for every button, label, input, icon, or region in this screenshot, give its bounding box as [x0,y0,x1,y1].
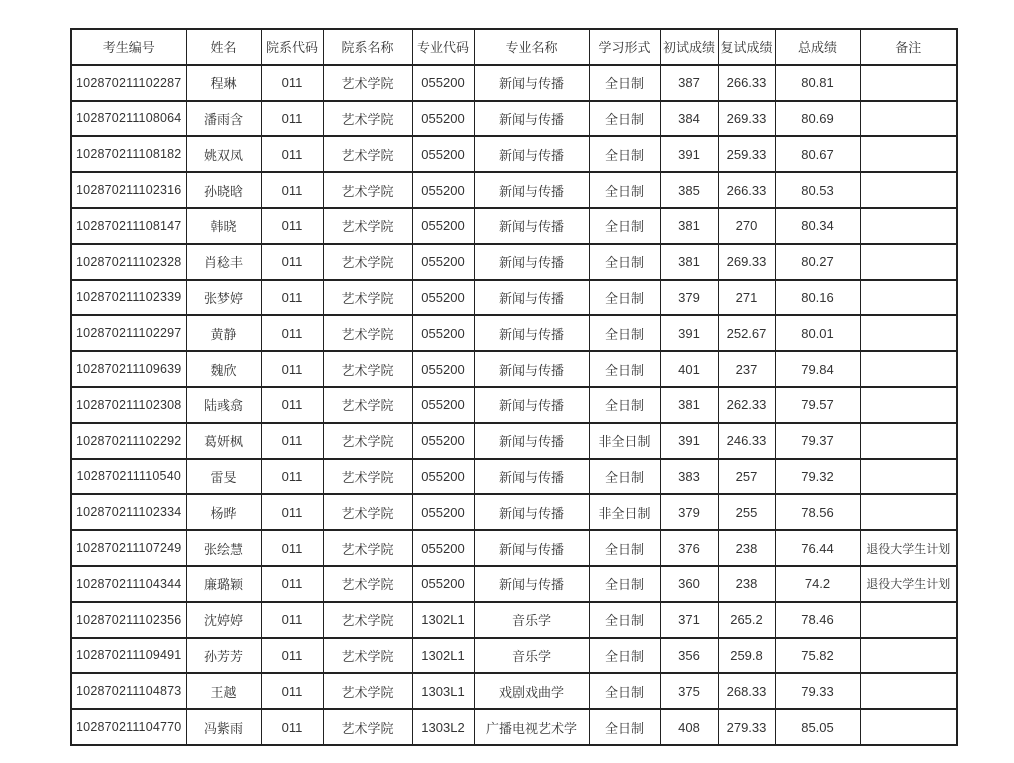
cell-exam-number: 102870211102328 [71,244,186,280]
cell-dept-code: 011 [261,136,323,172]
cell-study-mode: 全日制 [589,673,660,709]
table-row [71,208,957,244]
cell-dept-code: 011 [261,315,323,351]
cell-major-code: 055200 [412,459,474,495]
table-row [71,315,957,351]
cell-retest-score: 270 [718,208,775,244]
cell-retest-score: 252.67 [718,315,775,351]
cell-initial-score: 387 [660,65,718,101]
cell-major-code: 055200 [412,101,474,137]
header-study-mode: 学习形式 [589,29,660,65]
table-row [71,244,957,280]
cell-dept-name: 艺术学院 [323,101,412,137]
cell-dept-name: 艺术学院 [323,566,412,602]
cell-initial-score: 408 [660,709,718,745]
cell-dept-code: 011 [261,280,323,316]
table-row [71,602,957,638]
cell-dept-code: 011 [261,387,323,423]
cell-dept-code: 011 [261,423,323,459]
cell-dept-code: 011 [261,638,323,674]
cell-initial-score: 383 [660,459,718,495]
header-major-code: 专业代码 [412,29,474,65]
cell-remark [860,709,957,745]
cell-major-name: 新闻与传播 [474,136,589,172]
header-initial-score: 初试成绩 [660,29,718,65]
cell-initial-score: 376 [660,530,718,566]
table-row [71,530,957,566]
cell-name: 雷旻 [186,459,261,495]
cell-dept-name: 艺术学院 [323,351,412,387]
cell-retest-score: 269.33 [718,101,775,137]
cell-study-mode: 非全日制 [589,423,660,459]
header-dept-name: 院系名称 [323,29,412,65]
cell-dept-code: 011 [261,709,323,745]
table-row [71,136,957,172]
cell-total-score: 79.57 [775,387,860,423]
cell-remark: 退役大学生计划 [860,530,957,566]
cell-total-score: 80.81 [775,65,860,101]
table-row [71,459,957,495]
cell-exam-number: 102870211102316 [71,172,186,208]
header-retest-score: 复试成绩 [718,29,775,65]
cell-study-mode: 全日制 [589,244,660,280]
header-row [71,29,957,65]
cell-initial-score: 391 [660,315,718,351]
table-header [71,29,957,65]
cell-major-code: 1303L1 [412,673,474,709]
cell-total-score: 85.05 [775,709,860,745]
cell-name: 张绘慧 [186,530,261,566]
cell-study-mode: 全日制 [589,459,660,495]
cell-remark [860,423,957,459]
table-row [71,387,957,423]
cell-dept-name: 艺术学院 [323,65,412,101]
cell-study-mode: 全日制 [589,638,660,674]
cell-major-name: 新闻与传播 [474,494,589,530]
cell-initial-score: 356 [660,638,718,674]
table-body [71,65,957,745]
cell-name: 杨晔 [186,494,261,530]
cell-study-mode: 全日制 [589,280,660,316]
cell-study-mode: 全日制 [589,566,660,602]
cell-initial-score: 391 [660,423,718,459]
cell-remark [860,65,957,101]
cell-dept-code: 011 [261,566,323,602]
cell-exam-number: 102870211102287 [71,65,186,101]
cell-remark [860,101,957,137]
cell-initial-score: 381 [660,387,718,423]
cell-remark: 退役大学生计划 [860,566,957,602]
cell-major-code: 1303L2 [412,709,474,745]
header-remark: 备注 [860,29,957,65]
cell-dept-name: 艺术学院 [323,709,412,745]
cell-exam-number: 102870211102356 [71,602,186,638]
cell-remark [860,459,957,495]
cell-major-name: 音乐学 [474,602,589,638]
cell-dept-code: 011 [261,602,323,638]
cell-dept-code: 011 [261,101,323,137]
table-row [71,673,957,709]
cell-exam-number: 102870211102339 [71,280,186,316]
cell-name: 廉璐颖 [186,566,261,602]
cell-major-code: 055200 [412,172,474,208]
cell-dept-name: 艺术学院 [323,208,412,244]
cell-dept-name: 艺术学院 [323,387,412,423]
header-dept-code: 院系代码 [261,29,323,65]
cell-name: 孙芳芳 [186,638,261,674]
cell-major-name: 新闻与传播 [474,172,589,208]
cell-major-name: 新闻与传播 [474,280,589,316]
cell-dept-code: 011 [261,494,323,530]
cell-retest-score: 259.8 [718,638,775,674]
cell-dept-name: 艺术学院 [323,172,412,208]
cell-major-name: 新闻与传播 [474,566,589,602]
cell-dept-name: 艺术学院 [323,494,412,530]
cell-exam-number: 102870211102308 [71,387,186,423]
cell-dept-code: 011 [261,208,323,244]
cell-dept-code: 011 [261,530,323,566]
cell-exam-number: 102870211104344 [71,566,186,602]
header-exam-number: 考生编号 [71,29,186,65]
cell-dept-name: 艺术学院 [323,459,412,495]
table-row [71,494,957,530]
table-row [71,638,957,674]
cell-retest-score: 238 [718,530,775,566]
cell-major-name: 音乐学 [474,638,589,674]
cell-dept-name: 艺术学院 [323,315,412,351]
cell-remark [860,280,957,316]
cell-major-name: 新闻与传播 [474,244,589,280]
cell-total-score: 75.82 [775,638,860,674]
cell-dept-code: 011 [261,459,323,495]
cell-exam-number: 102870211109491 [71,638,186,674]
cell-total-score: 78.56 [775,494,860,530]
cell-dept-name: 艺术学院 [323,244,412,280]
cell-retest-score: 266.33 [718,172,775,208]
cell-retest-score: 259.33 [718,136,775,172]
cell-study-mode: 全日制 [589,65,660,101]
cell-initial-score: 391 [660,136,718,172]
cell-initial-score: 379 [660,280,718,316]
cell-retest-score: 279.33 [718,709,775,745]
cell-study-mode: 全日制 [589,602,660,638]
cell-retest-score: 271 [718,280,775,316]
table-row [71,351,957,387]
table-row [71,280,957,316]
cell-major-code: 055200 [412,530,474,566]
cell-study-mode: 非全日制 [589,494,660,530]
cell-exam-number: 102870211107249 [71,530,186,566]
cell-retest-score: 266.33 [718,65,775,101]
cell-major-code: 055200 [412,280,474,316]
cell-exam-number: 102870211102292 [71,423,186,459]
cell-remark [860,136,957,172]
cell-major-code: 055200 [412,244,474,280]
table-row [71,709,957,745]
cell-major-name: 新闻与传播 [474,387,589,423]
cell-remark [860,172,957,208]
cell-dept-name: 艺术学院 [323,602,412,638]
cell-initial-score: 371 [660,602,718,638]
cell-total-score: 80.16 [775,280,860,316]
cell-remark [860,387,957,423]
cell-name: 陆彧翕 [186,387,261,423]
cell-major-name: 新闻与传播 [474,423,589,459]
cell-retest-score: 257 [718,459,775,495]
cell-major-name: 新闻与传播 [474,65,589,101]
cell-name: 张梦婷 [186,280,261,316]
cell-dept-name: 艺术学院 [323,280,412,316]
cell-remark [860,351,957,387]
cell-name: 葛妍枫 [186,423,261,459]
cell-dept-code: 011 [261,244,323,280]
cell-major-name: 新闻与传播 [474,208,589,244]
cell-remark [860,208,957,244]
cell-major-name: 新闻与传播 [474,530,589,566]
cell-exam-number: 102870211108147 [71,208,186,244]
cell-remark [860,638,957,674]
table-row [71,65,957,101]
cell-name: 黄静 [186,315,261,351]
cell-name: 程琳 [186,65,261,101]
cell-major-code: 1302L1 [412,638,474,674]
cell-dept-name: 艺术学院 [323,530,412,566]
header-major-name: 专业名称 [474,29,589,65]
cell-major-name: 戏剧戏曲学 [474,673,589,709]
cell-dept-code: 011 [261,172,323,208]
cell-total-score: 80.27 [775,244,860,280]
cell-major-code: 055200 [412,387,474,423]
header-total-score: 总成绩 [775,29,860,65]
table-row [71,566,957,602]
cell-total-score: 74.2 [775,566,860,602]
cell-major-code: 055200 [412,315,474,351]
cell-total-score: 80.69 [775,101,860,137]
cell-initial-score: 381 [660,208,718,244]
cell-name: 冯紫雨 [186,709,261,745]
cell-remark [860,673,957,709]
cell-major-code: 055200 [412,423,474,459]
header-name: 姓名 [186,29,261,65]
cell-major-name: 新闻与传播 [474,459,589,495]
cell-dept-name: 艺术学院 [323,136,412,172]
cell-name: 孙晓晗 [186,172,261,208]
cell-remark [860,244,957,280]
cell-remark [860,315,957,351]
cell-major-code: 055200 [412,208,474,244]
cell-initial-score: 379 [660,494,718,530]
table-row [71,101,957,137]
cell-dept-code: 011 [261,65,323,101]
cell-initial-score: 375 [660,673,718,709]
cell-study-mode: 全日制 [589,530,660,566]
cell-remark [860,494,957,530]
cell-initial-score: 360 [660,566,718,602]
cell-dept-name: 艺术学院 [323,638,412,674]
table-container [70,28,956,746]
cell-retest-score: 269.33 [718,244,775,280]
cell-exam-number: 102870211108182 [71,136,186,172]
cell-study-mode: 全日制 [589,101,660,137]
cell-dept-name: 艺术学院 [323,423,412,459]
cell-exam-number: 102870211102334 [71,494,186,530]
cell-study-mode: 全日制 [589,709,660,745]
cell-study-mode: 全日制 [589,351,660,387]
cell-total-score: 79.84 [775,351,860,387]
cell-name: 王越 [186,673,261,709]
cell-exam-number: 102870211104770 [71,709,186,745]
cell-study-mode: 全日制 [589,315,660,351]
cell-name: 潘雨含 [186,101,261,137]
cell-major-name: 新闻与传播 [474,101,589,137]
cell-initial-score: 385 [660,172,718,208]
cell-total-score: 79.33 [775,673,860,709]
cell-exam-number: 102870211102297 [71,315,186,351]
cell-dept-name: 艺术学院 [323,673,412,709]
cell-total-score: 79.37 [775,423,860,459]
cell-name: 韩晓 [186,208,261,244]
cell-major-code: 1302L1 [412,602,474,638]
cell-exam-number: 102870211104873 [71,673,186,709]
cell-study-mode: 全日制 [589,208,660,244]
table-row [71,172,957,208]
cell-retest-score: 255 [718,494,775,530]
cell-initial-score: 381 [660,244,718,280]
cell-dept-code: 011 [261,351,323,387]
cell-total-score: 80.53 [775,172,860,208]
cell-initial-score: 384 [660,101,718,137]
cell-retest-score: 268.33 [718,673,775,709]
cell-retest-score: 238 [718,566,775,602]
cell-major-name: 新闻与传播 [474,315,589,351]
cell-name: 魏欣 [186,351,261,387]
cell-major-code: 055200 [412,566,474,602]
cell-major-code: 055200 [412,494,474,530]
cell-name: 肖稔丰 [186,244,261,280]
cell-retest-score: 246.33 [718,423,775,459]
cell-total-score: 80.67 [775,136,860,172]
cell-remark [860,602,957,638]
cell-exam-number: 102870211110540 [71,459,186,495]
cell-name: 姚双凤 [186,136,261,172]
cell-major-code: 055200 [412,65,474,101]
cell-total-score: 80.34 [775,208,860,244]
cell-total-score: 80.01 [775,315,860,351]
cell-major-code: 055200 [412,351,474,387]
cell-study-mode: 全日制 [589,172,660,208]
cell-study-mode: 全日制 [589,387,660,423]
cell-study-mode: 全日制 [589,136,660,172]
cell-total-score: 79.32 [775,459,860,495]
cell-retest-score: 237 [718,351,775,387]
cell-dept-code: 011 [261,673,323,709]
cell-exam-number: 102870211108064 [71,101,186,137]
cell-major-name: 新闻与传播 [474,351,589,387]
cell-retest-score: 265.2 [718,602,775,638]
cell-total-score: 76.44 [775,530,860,566]
cell-total-score: 78.46 [775,602,860,638]
admission-results-table [70,28,958,746]
cell-initial-score: 401 [660,351,718,387]
cell-major-code: 055200 [412,136,474,172]
cell-name: 沈婷婷 [186,602,261,638]
table-row [71,423,957,459]
cell-retest-score: 262.33 [718,387,775,423]
cell-exam-number: 102870211109639 [71,351,186,387]
cell-major-name: 广播电视艺术学 [474,709,589,745]
